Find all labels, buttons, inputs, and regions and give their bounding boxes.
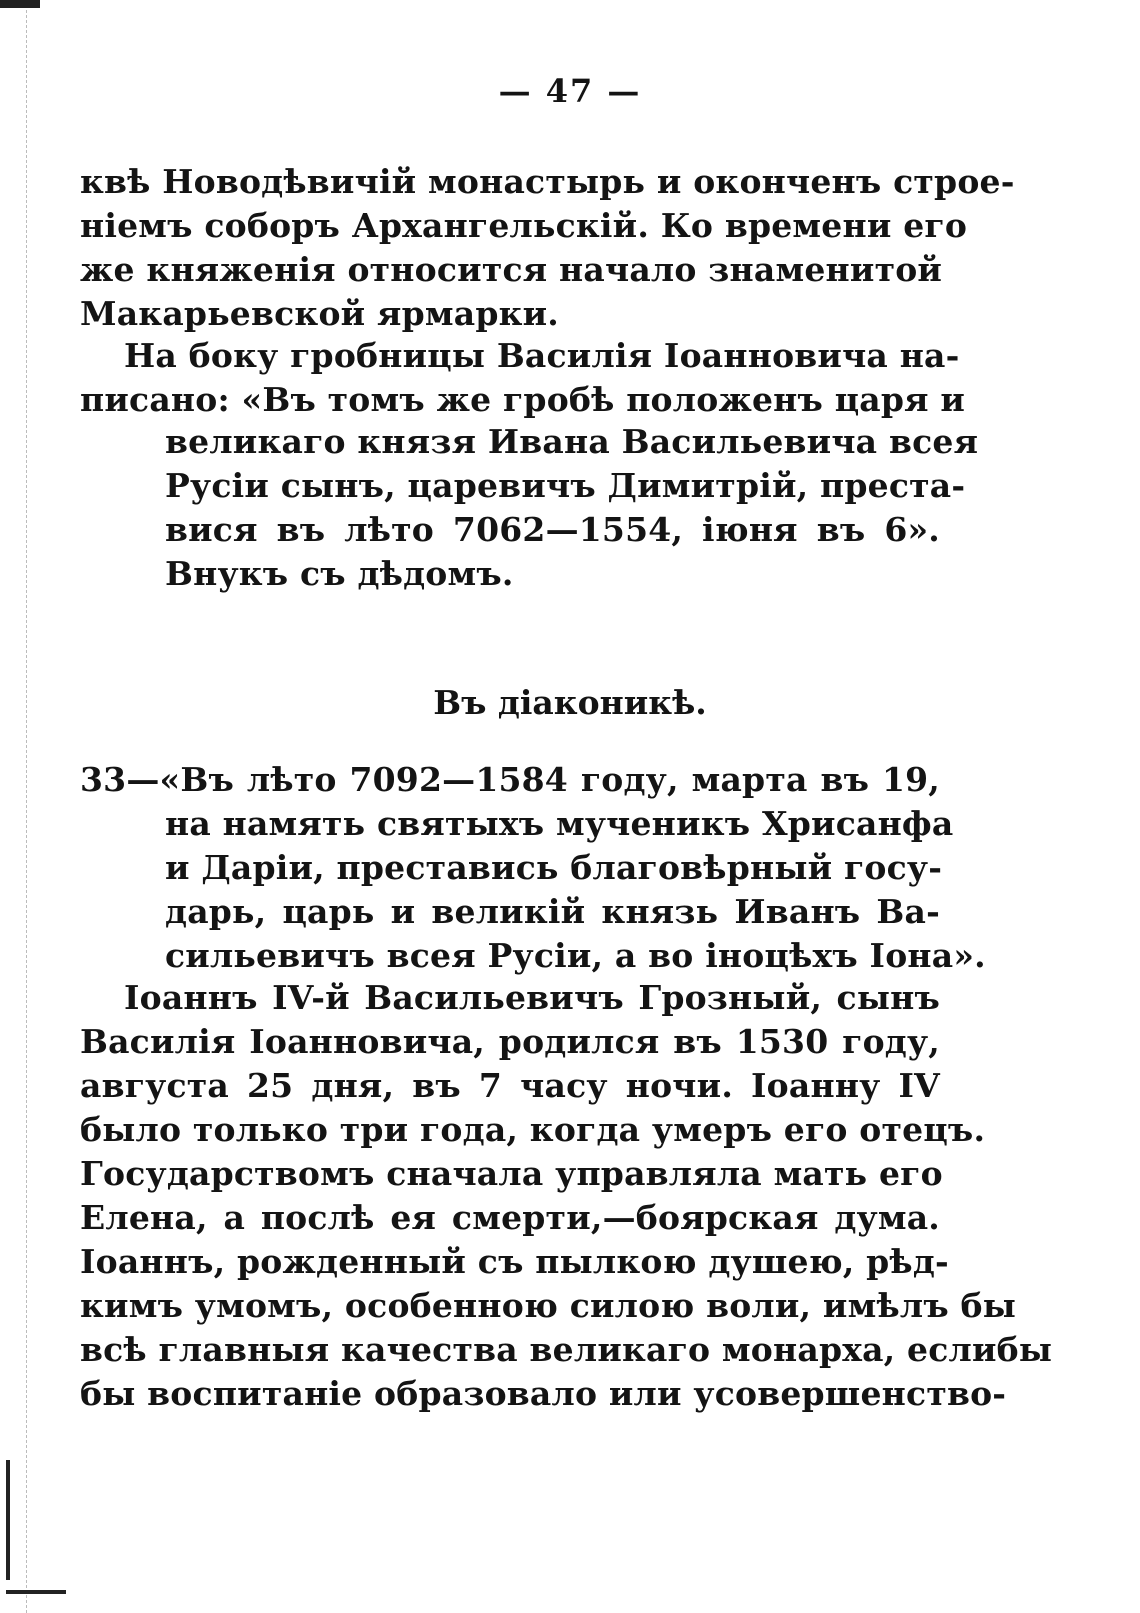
text-line: всѣ главныя качества великаго монарха, еслибы (80, 1330, 1053, 1369)
scan-artifact (6, 1590, 66, 1594)
scan-artifact (6, 1460, 10, 1580)
scan-artifact (0, 0, 40, 8)
quote-line: великаго князя Ивана Васильевича всея (165, 422, 979, 461)
entry-line: 33—«Въ лѣто 7092—1584 году, марта въ 19, (80, 760, 940, 799)
text-line: Государствомъ сначала управляла мать его (80, 1154, 943, 1193)
entry-line: и Даріи, преставись благовѣрный госу- (165, 848, 943, 887)
page-number: — 47 — (498, 72, 642, 110)
text-line: Макарьевской ярмарки. (80, 294, 559, 333)
text-line: На боку гробницы Василія Іоанновича на- (124, 336, 960, 375)
text-line: бы воспитаніе образовало или усовершенство- (80, 1374, 1007, 1413)
quote-line: вися въ лѣто 7062—1554, іюня въ 6». (165, 510, 940, 549)
text-line: квѣ Новодѣвичій монастырь и оконченъ строе- (80, 162, 1015, 201)
entry-line: сильевичъ всея Русіи, а во іноцѣхъ Іона». (165, 936, 986, 975)
quote-line: Внукъ съ дѣдомъ. (165, 554, 514, 593)
text-line: Василія Іоанновича, родился въ 1530 году, (80, 1022, 940, 1061)
text-line: ніемъ соборъ Архангельскій. Ко времени его (80, 206, 968, 245)
entry-line: дарь, царь и великій князь Иванъ Ва- (165, 892, 940, 931)
text-line: Іоаннъ, рожденный съ пылкою душею, рѣд- (80, 1242, 949, 1281)
entry-line: на намять святыхъ мученикъ Хрисанфа (165, 804, 954, 843)
text-line: было только три года, когда умеръ его отецъ. (80, 1110, 986, 1149)
text-line: же княженія относится начало знаменитой (80, 250, 943, 289)
text-line: августа 25 дня, въ 7 часу ночи. Іоанну IV (80, 1066, 940, 1105)
text-line: кимъ умомъ, особенною силою воли, имѣлъ бы (80, 1286, 1017, 1325)
section-heading: Въ діаконикѣ. (433, 683, 707, 722)
text-line: писано: «Въ томъ же гробѣ положенъ царя и (80, 380, 966, 419)
text-line: Елена, а послѣ ея смерти,—боярская дума. (80, 1198, 940, 1237)
quote-line: Русіи сынъ, царевичъ Димитрій, преста- (165, 466, 966, 505)
scan-edge (0, 0, 27, 1613)
text-line: Іоаннъ IV-й Васильевичъ Грозный, сынъ (124, 978, 940, 1017)
